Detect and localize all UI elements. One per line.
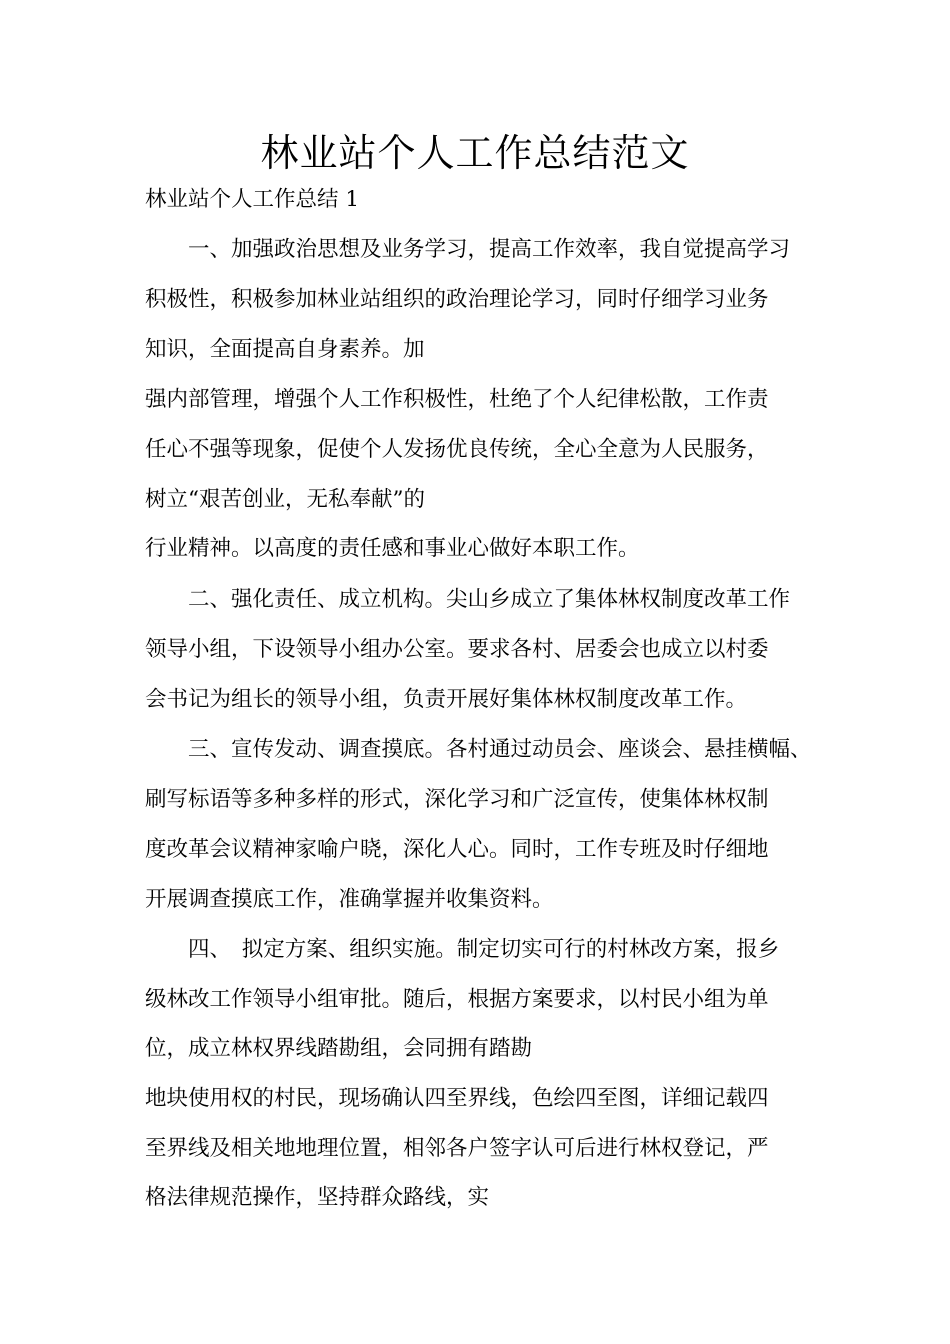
paragraph-line: 会书记为组长的领导小组，负责开展好集体林权制度改革工作。: [145, 687, 748, 712]
document-title: 林业站个人工作总结范文: [260, 131, 690, 175]
paragraph-line: 三、宣传发动、调查摸底。各村通过动员会、座谈会、悬挂横幅、: [145, 737, 812, 762]
paragraph-line: 任心不强等现象，促使个人发扬优良传统，全心全意为人民服务，: [145, 437, 769, 462]
paragraph-line: 地块使用权的村民，现场确认四至界线，色绘四至图，详细记载四: [145, 1086, 769, 1111]
paragraph-line: 积极性，积极参加林业站组织的政治理论学习，同时仔细学习业务: [145, 287, 769, 312]
paragraph-line: 领导小组，下设领导小组办公室。要求各村、居委会也成立以村委: [145, 637, 769, 662]
paragraph-line: 格法律规范操作，坚持群众路线，实: [145, 1185, 490, 1210]
paragraph-line: 二、强化责任、成立机构。尖山乡成立了集体林权制度改革工作: [145, 587, 791, 612]
paragraph-line: 度改革会议精神家喻户晓，深化人心。同时，工作专班及时仔细地: [145, 837, 769, 862]
paragraph-line: 刷写标语等多种多样的形式，深化学习和广泛宣传，使集体林权制: [145, 787, 769, 812]
paragraph-line: 树立“艰苦创业，无私奉献”的: [145, 487, 425, 512]
section-heading: 林业站个人工作总结 1: [145, 187, 360, 212]
paragraph-line: 一、加强政治思想及业务学习，提高工作效率，我自觉提高学习: [145, 237, 791, 262]
paragraph-line: 开展调查摸底工作，准确掌握并收集资料。: [145, 887, 554, 912]
paragraph-line: 知识，全面提高自身素养。加: [145, 337, 425, 362]
paragraph-line: 强内部管理，增强个人工作积极性，杜绝了个人纪律松散，工作责: [145, 387, 769, 412]
paragraph-line: 级林改工作领导小组审批。随后，根据方案要求，以村民小组为单: [145, 987, 769, 1012]
paragraph-line: 至界线及相关地地理位置，相邻各户签字认可后进行林权登记，严: [145, 1136, 769, 1161]
paragraph-line: 四、 拟定方案、组织实施。制定切实可行的村林改方案，报乡: [145, 937, 780, 962]
paragraph-line: 位，成立林权界线踏勘组，会同拥有踏勘: [145, 1036, 533, 1061]
paragraph-line: 行业精神。以高度的责任感和事业心做好本职工作。: [145, 536, 640, 561]
